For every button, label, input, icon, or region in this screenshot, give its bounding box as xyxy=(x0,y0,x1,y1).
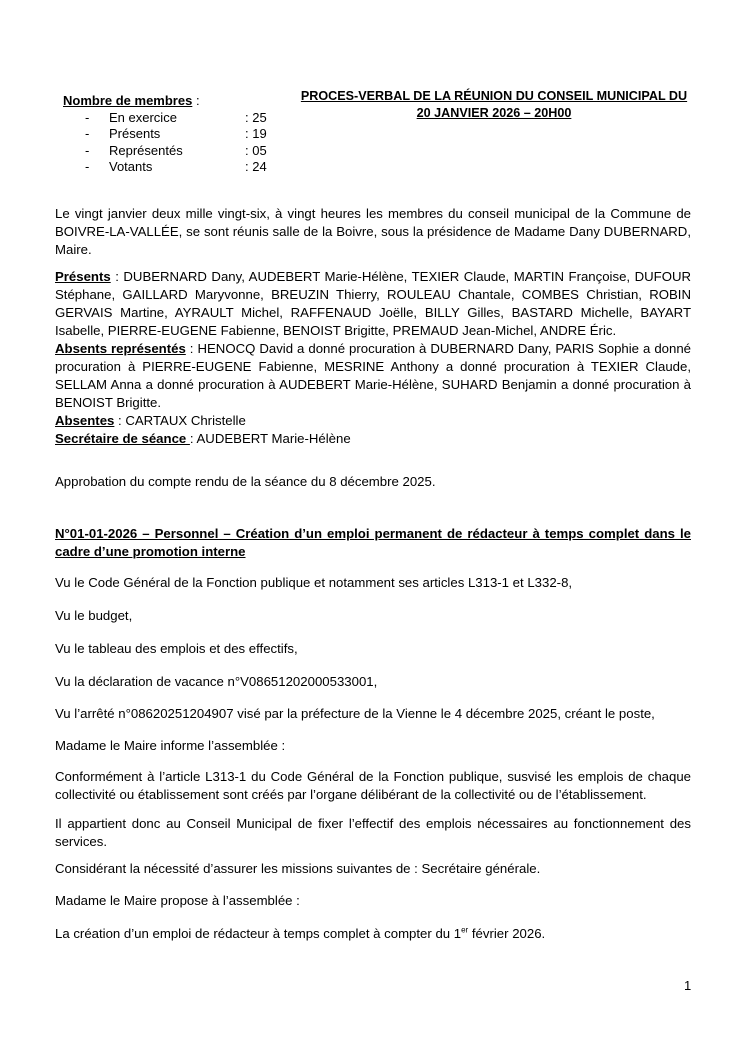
members-row-value: : 05 xyxy=(245,142,267,158)
p11-text-after: février 2026. xyxy=(468,926,546,941)
deliberation-p10: Madame le Maire propose à l’assemblée : xyxy=(55,893,300,908)
secretary-label: Secrétaire de séance xyxy=(55,431,190,446)
members-row-label: En exercice xyxy=(109,109,177,125)
presents-text: : DUBERNARD Dany, AUDEBERT Marie-Hélène, TEXIER Claude, MARTIN Françoise, DUFOUR Stéphane, GAILLARD Maryvonne, BREUZIN Thierry, ROULEAU Chantale, COMBES Christian, ROBIN GERVAIS Martine, AYRAULT Michel, RAFFENAUD Joëlle, BILLY Gilles, BASTARD Michelle, BAYART Isabelle, PIERRE-EUGENE Fabienne, BENOIST Brigitte, PREMAUD Jean-Michel, ANDRE Éric. xyxy=(55,269,691,338)
deliberation-p7: Conformément à l’article L313-1 du Code Général de la Fonction publique, susvisé les emplois de chaque collectivité ou établissement sont créés par l’organe délibérant de la collectivité ou de l’établissement. xyxy=(55,769,691,802)
absent-label: Absentes xyxy=(55,413,115,428)
deliberation-p11 xyxy=(55,926,691,941)
members-row-value: : 24 xyxy=(245,159,267,174)
deliberation-p5: Vu l’arrêté n°08620251204907 visé par la préfecture de la Vienne le 4 décembre 2025, créant le poste, xyxy=(55,706,655,721)
secretary-text: : AUDEBERT Marie-Hélène xyxy=(189,431,351,446)
presents-paragraph xyxy=(55,268,691,340)
members-row xyxy=(63,159,283,176)
deliberation-p4: Vu la déclaration de vacance n°V08651202000533001, xyxy=(55,674,378,689)
deliberation-p3: Vu le tableau des emplois et des effectifs, xyxy=(55,641,298,656)
list-dash: - xyxy=(85,142,90,158)
intro-paragraph: Le vingt janvier deux mille vingt-six, à vingt heures les membres du conseil municipal de la Commune de BOIVRE-LA-VALLÉE, se sont réunis salle de la Boivre, sous la présidence de Madame Dany DUBERNARD, Maire. xyxy=(55,206,691,257)
deliberation-title: N°01-01-2026 – Personnel – Création d’un emploi permanent de rédacteur à temps complet dans le cadre d’une promotion interne xyxy=(55,526,691,559)
deliberation-p6: Madame le Maire informe l’assemblée : xyxy=(55,738,286,753)
secretary-paragraph xyxy=(55,430,691,448)
p11-superscript: er xyxy=(461,925,469,935)
represented-label: Absents représentés xyxy=(55,341,186,356)
members-row xyxy=(63,143,283,160)
list-dash: - xyxy=(85,109,90,125)
absent-text: : CARTAUX Christelle xyxy=(114,413,246,428)
list-dash: - xyxy=(85,159,90,174)
members-label: Nombre de membres xyxy=(63,93,193,108)
absent-paragraph xyxy=(55,412,691,430)
p11-text-before: La création d’un emploi de rédacteur à temps complet à compter du 1 xyxy=(55,926,462,941)
deliberation-p2: Vu le budget, xyxy=(55,608,133,623)
members-count-block xyxy=(63,93,283,176)
represented-paragraph xyxy=(55,340,691,412)
title-line-1: PROCES-VERBAL DE LA RÉUNION DU CONSEIL MUNICIPAL DU xyxy=(300,89,688,103)
list-dash: - xyxy=(85,126,90,141)
represented-text: : HENOCQ David a donné procuration à DUBERNARD Dany, PARIS Sophie a donné procuration à PIERRE-EUGENE Fabienne, MESRINE Anthony a donné procuration à TEXIER Claude, SELLAM Anna a donné procuration à AUDEBERT Marie-Hélène, SUHARD Benjamin a donné procuration à BENOIST Brigitte. xyxy=(55,341,692,410)
deliberation-p8: Il appartient donc au Conseil Municipal de fixer l’effectif des emplois nécessaires au fonctionnement des services. xyxy=(55,816,691,849)
deliberation-p9: Considérant la nécessité d’assurer les missions suivantes de : Secrétaire générale. xyxy=(55,861,541,876)
members-row-label: Représentés xyxy=(109,142,183,158)
title-line-2: 20 JANVIER 2026 – 20H00 xyxy=(416,106,572,120)
members-colon: : xyxy=(192,93,200,108)
members-row xyxy=(63,110,283,127)
document-title xyxy=(296,88,692,122)
attendance-block xyxy=(55,268,691,448)
members-row-value: : 25 xyxy=(245,109,267,125)
presents-label: Présents xyxy=(55,269,111,284)
deliberation-p1: Vu le Code Général de la Fonction publique et notamment ses articles L313-1 et L332-8, xyxy=(55,575,573,590)
members-heading xyxy=(63,93,283,110)
members-row-label: Présents xyxy=(109,126,161,141)
members-row-value: : 19 xyxy=(245,126,267,141)
members-row-label: Votants xyxy=(109,159,153,174)
page-number: 1 xyxy=(684,978,692,993)
members-row xyxy=(63,126,283,143)
approval-paragraph: Approbation du compte rendu de la séance du 8 décembre 2025. xyxy=(55,474,436,489)
